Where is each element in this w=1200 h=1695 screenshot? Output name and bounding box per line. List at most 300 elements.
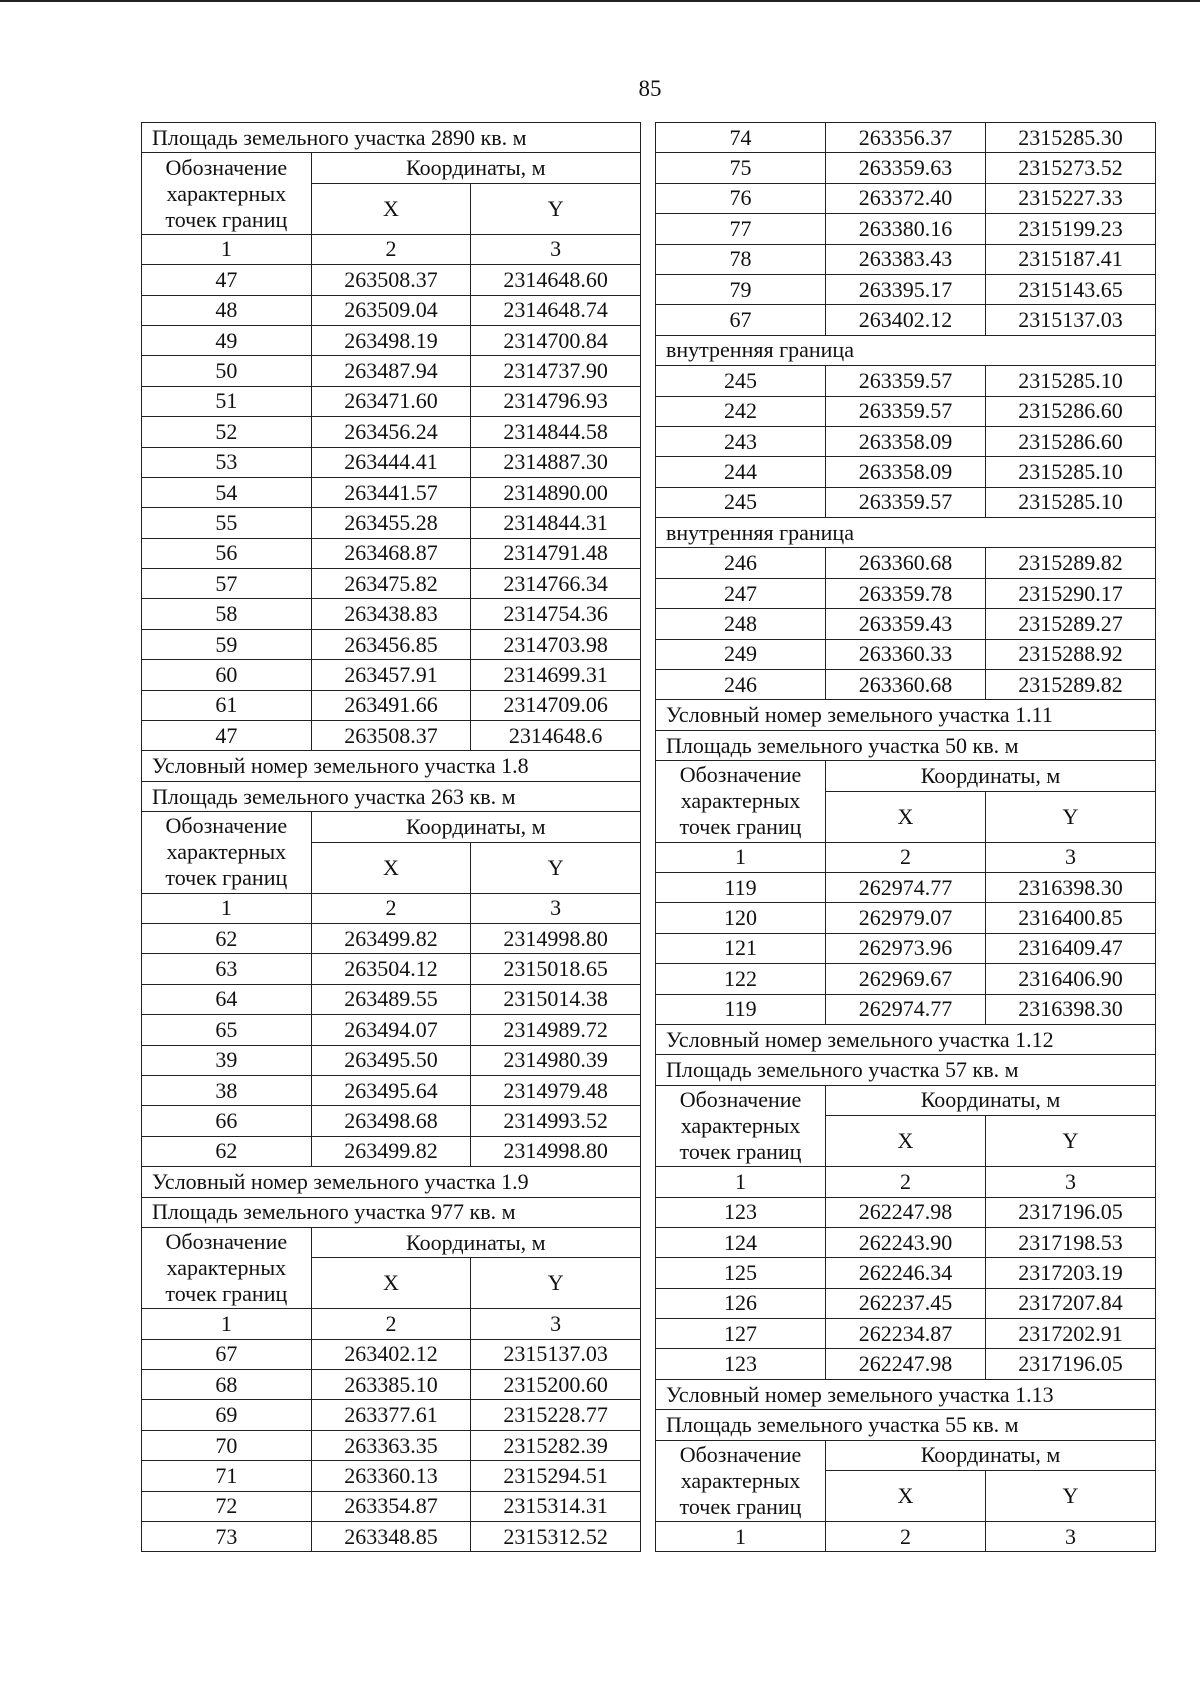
point-number: 74 <box>656 123 826 153</box>
point-number: 79 <box>656 274 826 304</box>
point-number: 119 <box>656 872 826 902</box>
table-row <box>656 153 1156 183</box>
y-coordinate: 2315290.17 <box>986 578 1156 608</box>
column-number: 1 <box>656 1167 826 1197</box>
column-number-row <box>656 842 1156 872</box>
column-number: 3 <box>471 893 641 923</box>
x-coordinate: 263468.87 <box>311 538 471 568</box>
table-row <box>142 477 641 507</box>
x-coordinate: 263498.68 <box>311 1106 471 1136</box>
x-coordinate: 263358.09 <box>826 457 986 487</box>
coordinates-table-left <box>141 122 641 1552</box>
x-coordinate: 262246.34 <box>826 1258 986 1288</box>
column-number: 1 <box>142 893 312 923</box>
x-coordinate: 263363.35 <box>311 1430 471 1460</box>
point-number: 63 <box>142 954 312 984</box>
header-row <box>656 1085 1156 1115</box>
section-caption-row <box>142 1197 641 1227</box>
point-number: 60 <box>142 660 312 690</box>
y-coordinate: 2316398.30 <box>986 994 1156 1024</box>
y-coordinate: 2317196.05 <box>986 1197 1156 1227</box>
x-coordinate: 263359.57 <box>826 487 986 517</box>
x-coordinate: 263383.43 <box>826 244 986 274</box>
y-coordinate: 2314998.80 <box>471 1136 641 1166</box>
table-row <box>142 417 641 447</box>
table-row <box>656 670 1156 700</box>
y-coordinate: 2317196.05 <box>986 1349 1156 1379</box>
coordinates-header: Координаты, м <box>826 1085 1156 1115</box>
point-number: 59 <box>142 629 312 659</box>
y-coordinate: 2316409.47 <box>986 933 1156 963</box>
y-coordinate: 2314979.48 <box>471 1075 641 1105</box>
point-number: 51 <box>142 386 312 416</box>
x-coordinate: 262974.77 <box>826 994 986 1024</box>
y-coordinate: 2315294.51 <box>471 1461 641 1491</box>
column-number: 3 <box>986 1522 1156 1552</box>
point-number: 65 <box>142 1015 312 1045</box>
y-coordinate: 2314844.58 <box>471 417 641 447</box>
table-row <box>142 265 641 295</box>
x-coordinate: 263360.68 <box>826 548 986 578</box>
section-caption-row <box>142 751 641 781</box>
table-row <box>142 1461 641 1491</box>
section-caption-row <box>656 1024 1156 1054</box>
point-number: 73 <box>142 1522 312 1552</box>
x-coordinate: 263359.43 <box>826 609 986 639</box>
x-coordinate: 263359.63 <box>826 153 986 183</box>
point-number: 120 <box>656 903 826 933</box>
point-number: 242 <box>656 396 826 426</box>
y-coordinate: 2314737.90 <box>471 356 641 386</box>
table-row <box>656 1288 1156 1318</box>
y-coordinate: 2314844.31 <box>471 508 641 538</box>
x-coordinate: 263360.13 <box>311 1461 471 1491</box>
column-number: 3 <box>986 842 1156 872</box>
table-row <box>656 366 1156 396</box>
x-coordinate: 263360.33 <box>826 639 986 669</box>
table-row <box>142 629 641 659</box>
header-row <box>656 1440 1156 1470</box>
x-coordinate: 263438.83 <box>311 599 471 629</box>
point-number: 53 <box>142 447 312 477</box>
point-number: 58 <box>142 599 312 629</box>
point-number: 62 <box>142 1136 312 1166</box>
section-caption-row <box>656 518 1156 548</box>
column-number: 1 <box>656 1522 826 1552</box>
y-coordinate: 2315285.10 <box>986 487 1156 517</box>
table-row <box>142 984 641 1014</box>
x-coordinate: 263385.10 <box>311 1370 471 1400</box>
table-row <box>142 1522 641 1552</box>
section-caption: Площадь земельного участка 55 кв. м <box>656 1410 1156 1440</box>
y-coordinate: 2316400.85 <box>986 903 1156 933</box>
point-number: 76 <box>656 183 826 213</box>
table-row <box>142 508 641 538</box>
y-coordinate: 2315014.38 <box>471 984 641 1014</box>
point-number: 127 <box>656 1319 826 1349</box>
coordinates-header: Координаты, м <box>311 1227 640 1257</box>
point-number: 77 <box>656 214 826 244</box>
coordinates-header: Координаты, м <box>311 812 640 842</box>
y-coordinate: 2315273.52 <box>986 153 1156 183</box>
y-coordinate: 2314791.48 <box>471 538 641 568</box>
y-coordinate: 2315143.65 <box>986 274 1156 304</box>
y-header: Y <box>986 1471 1156 1522</box>
y-coordinate: 2315227.33 <box>986 183 1156 213</box>
y-coordinate: 2314887.30 <box>471 447 641 477</box>
point-number: 119 <box>656 994 826 1024</box>
point-number: 62 <box>142 923 312 953</box>
table-row <box>656 305 1156 335</box>
y-coordinate: 2314980.39 <box>471 1045 641 1075</box>
point-number: 66 <box>142 1106 312 1136</box>
x-coordinate: 262247.98 <box>826 1349 986 1379</box>
table-row <box>142 721 641 751</box>
table-row <box>656 457 1156 487</box>
point-number: 39 <box>142 1045 312 1075</box>
point-number: 245 <box>656 487 826 517</box>
x-coordinate: 263372.40 <box>826 183 986 213</box>
column-number: 2 <box>826 842 986 872</box>
column-number: 2 <box>311 234 471 264</box>
x-coordinate: 263359.57 <box>826 366 986 396</box>
table-row <box>142 1400 641 1430</box>
point-number: 124 <box>656 1227 826 1257</box>
table-row <box>142 538 641 568</box>
point-number: 71 <box>142 1461 312 1491</box>
table-row <box>656 426 1156 456</box>
table-row <box>656 487 1156 517</box>
x-header: X <box>826 1116 986 1167</box>
point-number: 121 <box>656 933 826 963</box>
y-coordinate: 2315018.65 <box>471 954 641 984</box>
column-number: 3 <box>471 1309 641 1339</box>
x-coordinate: 262973.96 <box>826 933 986 963</box>
column-number-row <box>142 893 641 923</box>
table-row <box>142 356 641 386</box>
y-coordinate: 2315289.27 <box>986 609 1156 639</box>
y-coordinate: 2315282.39 <box>471 1430 641 1460</box>
point-number: 126 <box>656 1288 826 1318</box>
point-number: 38 <box>142 1075 312 1105</box>
table-row <box>142 569 641 599</box>
x-coordinate: 263498.19 <box>311 325 471 355</box>
section-caption: Условный номер земельного участка 1.11 <box>656 700 1156 730</box>
y-coordinate: 2314648.74 <box>471 295 641 325</box>
y-coordinate: 2315286.60 <box>986 396 1156 426</box>
x-coordinate: 263402.12 <box>311 1339 471 1369</box>
y-coordinate: 2315199.23 <box>986 214 1156 244</box>
x-coordinate: 263456.24 <box>311 417 471 447</box>
point-number: 67 <box>656 305 826 335</box>
table-row <box>142 1075 641 1105</box>
point-number: 55 <box>142 508 312 538</box>
section-caption: Площадь земельного участка 2890 кв. м <box>142 123 641 153</box>
point-number: 125 <box>656 1258 826 1288</box>
point-number: 47 <box>142 721 312 751</box>
x-coordinate: 263508.37 <box>311 721 471 751</box>
x-coordinate: 263348.85 <box>311 1522 471 1552</box>
x-coordinate: 263495.64 <box>311 1075 471 1105</box>
section-caption: внутренняя граница <box>656 335 1156 365</box>
point-number: 249 <box>656 639 826 669</box>
y-coordinate: 2315137.03 <box>986 305 1156 335</box>
x-header: X <box>826 1471 986 1522</box>
y-coordinate: 2315285.30 <box>986 123 1156 153</box>
x-coordinate: 263487.94 <box>311 356 471 386</box>
header-row <box>656 761 1156 791</box>
x-coordinate: 262974.77 <box>826 872 986 902</box>
x-header: X <box>311 1258 471 1309</box>
x-coordinate: 263354.87 <box>311 1491 471 1521</box>
point-number: 70 <box>142 1430 312 1460</box>
section-caption: внутренняя граница <box>656 518 1156 548</box>
y-coordinate: 2316398.30 <box>986 872 1156 902</box>
table-row <box>142 690 641 720</box>
x-coordinate: 263504.12 <box>311 954 471 984</box>
point-number: 244 <box>656 457 826 487</box>
table-row <box>656 1319 1156 1349</box>
y-coordinate: 2317203.19 <box>986 1258 1156 1288</box>
table-row <box>142 660 641 690</box>
point-number: 123 <box>656 1197 826 1227</box>
table-row <box>656 1258 1156 1288</box>
y-header: Y <box>986 1116 1156 1167</box>
coordinates-header: Координаты, м <box>826 1440 1156 1470</box>
table-row <box>656 1227 1156 1257</box>
point-number: 52 <box>142 417 312 447</box>
point-number: 69 <box>142 1400 312 1430</box>
x-coordinate: 263356.37 <box>826 123 986 153</box>
y-coordinate: 2314993.52 <box>471 1106 641 1136</box>
section-caption-row <box>656 1379 1156 1409</box>
table-row <box>656 609 1156 639</box>
table-row <box>656 396 1156 426</box>
x-coordinate: 263491.66 <box>311 690 471 720</box>
table-row <box>656 244 1156 274</box>
x-coordinate: 262237.45 <box>826 1288 986 1318</box>
y-coordinate: 2317202.91 <box>986 1319 1156 1349</box>
table-row <box>656 903 1156 933</box>
table-row <box>656 1349 1156 1379</box>
table-row <box>656 183 1156 213</box>
section-caption: Площадь земельного участка 57 кв. м <box>656 1055 1156 1085</box>
section-caption-row <box>656 730 1156 760</box>
point-number: 243 <box>656 426 826 456</box>
x-coordinate: 263456.85 <box>311 629 471 659</box>
x-coordinate: 263457.91 <box>311 660 471 690</box>
point-number: 72 <box>142 1491 312 1521</box>
x-coordinate: 263489.55 <box>311 984 471 1014</box>
x-header: X <box>311 183 471 234</box>
x-coordinate: 263509.04 <box>311 295 471 325</box>
point-number: 122 <box>656 964 826 994</box>
point-number: 50 <box>142 356 312 386</box>
table-row <box>142 295 641 325</box>
table-row <box>142 447 641 477</box>
point-number: 78 <box>656 244 826 274</box>
x-coordinate: 263455.28 <box>311 508 471 538</box>
y-coordinate: 2315286.60 <box>986 426 1156 456</box>
table-row <box>656 639 1156 669</box>
header-row <box>142 1227 641 1257</box>
table-row <box>656 994 1156 1024</box>
x-coordinate: 263444.41 <box>311 447 471 477</box>
y-coordinate: 2315200.60 <box>471 1370 641 1400</box>
x-coordinate: 262979.07 <box>826 903 986 933</box>
y-coordinate: 2315285.10 <box>986 366 1156 396</box>
point-number: 123 <box>656 1349 826 1379</box>
point-number: 68 <box>142 1370 312 1400</box>
table-row <box>142 325 641 355</box>
y-coordinate: 2314703.98 <box>471 629 641 659</box>
y-coordinate: 2315289.82 <box>986 670 1156 700</box>
section-caption: Площадь земельного участка 263 кв. м <box>142 781 641 811</box>
x-coordinate: 263499.82 <box>311 1136 471 1166</box>
y-header: Y <box>471 1258 641 1309</box>
x-coordinate: 262234.87 <box>826 1319 986 1349</box>
point-number: 48 <box>142 295 312 325</box>
x-coordinate: 263475.82 <box>311 569 471 599</box>
column-number-row <box>656 1522 1156 1552</box>
column-number-row <box>142 234 641 264</box>
table-row <box>142 1491 641 1521</box>
coordinates-header: Координаты, м <box>826 761 1156 791</box>
table-row <box>142 1339 641 1369</box>
section-caption: Условный номер земельного участка 1.9 <box>142 1167 641 1197</box>
page-number: 85 <box>638 76 662 101</box>
section-caption-row <box>142 123 641 153</box>
table-row <box>656 964 1156 994</box>
designation-header: Обозначение характерных точек границ <box>656 761 826 842</box>
y-coordinate: 2314700.84 <box>471 325 641 355</box>
column-number: 2 <box>311 1309 471 1339</box>
table-row <box>142 1106 641 1136</box>
point-number: 245 <box>656 366 826 396</box>
section-caption-row <box>656 1410 1156 1440</box>
section-caption-row <box>656 700 1156 730</box>
x-coordinate: 263402.12 <box>826 305 986 335</box>
table-row <box>142 954 641 984</box>
y-coordinate: 2314709.06 <box>471 690 641 720</box>
y-coordinate: 2314648.60 <box>471 265 641 295</box>
y-coordinate: 2315314.31 <box>471 1491 641 1521</box>
y-coordinate: 2314766.34 <box>471 569 641 599</box>
point-number: 49 <box>142 325 312 355</box>
designation-header: Обозначение характерных точек границ <box>142 153 312 234</box>
point-number: 57 <box>142 569 312 599</box>
coordinates-header: Координаты, м <box>311 153 640 183</box>
x-header: X <box>826 791 986 842</box>
x-coordinate: 263499.82 <box>311 923 471 953</box>
section-caption: Площадь земельного участка 50 кв. м <box>656 730 1156 760</box>
point-number: 246 <box>656 548 826 578</box>
point-number: 247 <box>656 578 826 608</box>
y-coordinate: 2315288.92 <box>986 639 1156 669</box>
y-header: Y <box>471 183 641 234</box>
x-coordinate: 262969.67 <box>826 964 986 994</box>
table-row <box>142 386 641 416</box>
column-number-row <box>142 1309 641 1339</box>
designation-header: Обозначение характерных точек границ <box>656 1085 826 1166</box>
y-header: Y <box>986 791 1156 842</box>
point-number: 54 <box>142 477 312 507</box>
table-row <box>142 1136 641 1166</box>
y-coordinate: 2315289.82 <box>986 548 1156 578</box>
table-row <box>656 872 1156 902</box>
y-coordinate: 2314890.00 <box>471 477 641 507</box>
section-caption-row <box>142 1167 641 1197</box>
y-coordinate: 2314648.6 <box>471 721 641 751</box>
y-coordinate: 2315137.03 <box>471 1339 641 1369</box>
point-number: 246 <box>656 670 826 700</box>
point-number: 61 <box>142 690 312 720</box>
top-border-line <box>0 0 1200 2</box>
section-caption: Условный номер земельного участка 1.12 <box>656 1024 1156 1054</box>
column-number: 1 <box>142 234 312 264</box>
x-coordinate: 263359.57 <box>826 396 986 426</box>
table-row <box>656 274 1156 304</box>
table-row <box>142 1370 641 1400</box>
section-caption-row <box>656 335 1156 365</box>
y-coordinate: 2315228.77 <box>471 1400 641 1430</box>
designation-header: Обозначение характерных точек границ <box>142 812 312 893</box>
x-coordinate: 263395.17 <box>826 274 986 304</box>
table-row <box>142 599 641 629</box>
section-caption-row <box>142 781 641 811</box>
point-number: 56 <box>142 538 312 568</box>
section-caption: Площадь земельного участка 977 кв. м <box>142 1197 641 1227</box>
y-coordinate: 2315187.41 <box>986 244 1156 274</box>
column-number: 2 <box>311 893 471 923</box>
x-coordinate: 263358.09 <box>826 426 986 456</box>
y-coordinate: 2314989.72 <box>471 1015 641 1045</box>
header-row <box>142 812 641 842</box>
x-coordinate: 262247.98 <box>826 1197 986 1227</box>
y-header: Y <box>471 842 641 893</box>
y-coordinate: 2316406.90 <box>986 964 1156 994</box>
table-row <box>656 1197 1156 1227</box>
x-coordinate: 263471.60 <box>311 386 471 416</box>
point-number: 64 <box>142 984 312 1014</box>
coordinates-table-right <box>655 122 1156 1552</box>
section-caption: Условный номер земельного участка 1.8 <box>142 751 641 781</box>
x-coordinate: 263508.37 <box>311 265 471 295</box>
table-row <box>142 1015 641 1045</box>
column-number: 1 <box>142 1309 312 1339</box>
point-number: 248 <box>656 609 826 639</box>
y-coordinate: 2314796.93 <box>471 386 641 416</box>
y-coordinate: 2317198.53 <box>986 1227 1156 1257</box>
y-coordinate: 2314998.80 <box>471 923 641 953</box>
table-row <box>656 214 1156 244</box>
column-number: 3 <box>986 1167 1156 1197</box>
designation-header: Обозначение характерных точек границ <box>142 1227 312 1308</box>
table-row <box>656 123 1156 153</box>
x-coordinate: 263360.68 <box>826 670 986 700</box>
table-row <box>656 548 1156 578</box>
column-number: 3 <box>471 234 641 264</box>
y-coordinate: 2314699.31 <box>471 660 641 690</box>
table-row <box>142 923 641 953</box>
table-row <box>142 1045 641 1075</box>
column-number: 1 <box>656 842 826 872</box>
column-number-row <box>656 1167 1156 1197</box>
table-row <box>656 933 1156 963</box>
y-coordinate: 2315312.52 <box>471 1522 641 1552</box>
table-row <box>142 1430 641 1460</box>
x-coordinate: 263441.57 <box>311 477 471 507</box>
